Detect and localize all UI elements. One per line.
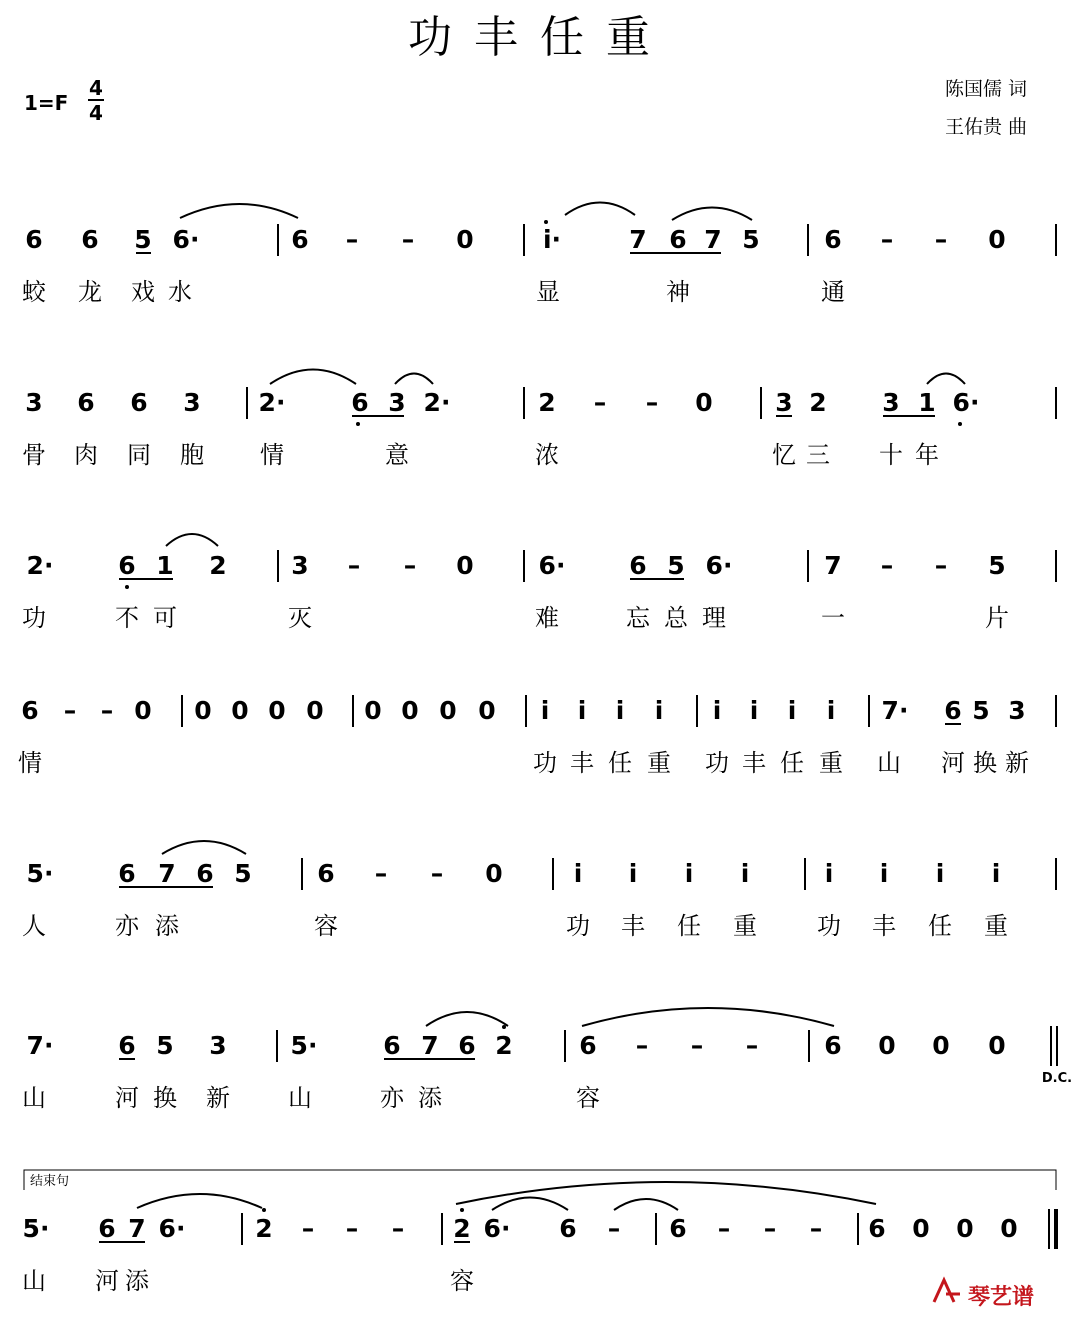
note: 6 [77, 388, 95, 417]
note: – [934, 551, 948, 580]
note: 2· [258, 388, 286, 417]
time-signature [88, 76, 104, 125]
lyric: 情 [260, 441, 284, 469]
slur [672, 208, 752, 221]
note: 5 [156, 1031, 174, 1060]
note: 0 [1000, 1214, 1018, 1243]
note: 0 [956, 1214, 974, 1243]
lyric: 丰 [570, 749, 594, 777]
note: – [593, 388, 607, 417]
note: – [345, 225, 359, 254]
note: 3 [183, 388, 201, 417]
lyric: 总 [664, 604, 688, 632]
lyric: 同 [127, 441, 151, 469]
lyric: 理 [702, 604, 726, 632]
note: 0 [231, 696, 249, 725]
logo-icon [934, 1280, 960, 1302]
lyric: 龙 [78, 278, 102, 306]
note: – [374, 859, 388, 888]
note: 5 [742, 225, 760, 254]
slur [270, 370, 356, 385]
note: 6 [458, 1031, 476, 1060]
note: 3 [209, 1031, 227, 1060]
lyric: 一 [821, 604, 845, 632]
note: 7 [824, 551, 842, 580]
note: – [430, 859, 444, 888]
note: 3 [1008, 696, 1026, 725]
note: i [540, 696, 550, 725]
octave-dot [958, 422, 962, 426]
note: 7· [881, 696, 909, 725]
note: 6 [81, 225, 99, 254]
slur [492, 1198, 568, 1211]
lyric: 功 [533, 749, 557, 777]
note: 0 [306, 696, 324, 725]
note: 6 [25, 225, 43, 254]
note: 6· [705, 551, 733, 580]
note: – [401, 225, 415, 254]
page-title: 功丰任重 [408, 12, 672, 63]
lyric: 亦 [380, 1084, 404, 1112]
lyric: 任 [780, 749, 804, 777]
octave-dot [262, 1208, 266, 1212]
note: – [63, 696, 77, 725]
note: i [935, 859, 945, 888]
note: 6 [383, 1031, 401, 1060]
note: 2 [453, 1214, 471, 1243]
slur [426, 1012, 508, 1026]
note: 0 [878, 1031, 896, 1060]
note: 3 [775, 388, 793, 417]
slur [162, 841, 246, 854]
brand-text: 琴艺谱 [968, 1285, 1035, 1310]
lyric: 三 [806, 441, 830, 469]
note: 2 [495, 1031, 513, 1060]
note: – [403, 551, 417, 580]
note: i [573, 859, 583, 888]
note: 7 [704, 225, 722, 254]
note: 6 [98, 1214, 116, 1243]
note: i [749, 696, 759, 725]
note: i [577, 696, 587, 725]
note: 0 [912, 1214, 930, 1243]
lyric: 容 [576, 1084, 600, 1112]
lyric: 添 [155, 912, 179, 940]
note: i [628, 859, 638, 888]
note: 0 [134, 696, 152, 725]
lyric: 任 [928, 912, 952, 940]
lyric: 显 [536, 278, 560, 306]
note: 7 [128, 1214, 146, 1243]
brand-logo [934, 1280, 1034, 1310]
note: 6 [118, 551, 136, 580]
note: 1 [918, 388, 936, 417]
score-row-5 [22, 841, 1056, 940]
note: – [809, 1214, 823, 1243]
note: 6 [669, 1214, 687, 1243]
lyricist-credit: 陈国儒 词 [945, 78, 1028, 100]
lyric: 片 [985, 604, 1009, 632]
lyric: 通 [821, 278, 845, 306]
note: – [934, 225, 948, 254]
octave-dot [502, 1025, 506, 1029]
note: 0 [695, 388, 713, 417]
note: 6 [130, 388, 148, 417]
note: 5· [22, 1214, 50, 1243]
note: 6 [669, 225, 687, 254]
note: i [824, 859, 834, 888]
lyric: 浓 [535, 441, 559, 469]
note: – [301, 1214, 315, 1243]
lyric: 任 [677, 912, 701, 940]
lyric: 难 [535, 604, 559, 632]
lyric: 换 [973, 749, 997, 777]
time-signature-top: 4 [89, 76, 103, 100]
key-signature: 1=F [24, 91, 69, 115]
note: 3 [291, 551, 309, 580]
lyric: 亦 [115, 912, 139, 940]
octave-dot [544, 220, 548, 224]
note: i· [542, 225, 562, 254]
octave-dot [125, 585, 129, 589]
lyric: 重 [984, 912, 1008, 940]
lyric: 忘 [626, 604, 650, 632]
note: i [787, 696, 797, 725]
note: 0 [988, 1031, 1006, 1060]
note: – [607, 1214, 621, 1243]
lyric: 山 [22, 1084, 46, 1112]
note: 6 [629, 551, 647, 580]
note: 3 [388, 388, 406, 417]
note: 2 [209, 551, 227, 580]
score-row-ending [22, 1170, 1056, 1295]
note: 6 [21, 696, 39, 725]
lyric: 功 [705, 749, 729, 777]
lyric: 山 [288, 1084, 312, 1112]
octave-dot [460, 1208, 464, 1212]
note: 3 [882, 388, 900, 417]
note: 6· [158, 1214, 186, 1243]
note: 5 [972, 696, 990, 725]
lyric: 年 [915, 441, 939, 469]
lyric: 任 [608, 749, 632, 777]
lyric: 肉 [74, 441, 98, 469]
note: i [740, 859, 750, 888]
lyric: 神 [666, 278, 690, 306]
lyric: 添 [125, 1267, 149, 1295]
note: 0 [478, 696, 496, 725]
octave-dot [356, 422, 360, 426]
score-row-2 [22, 370, 1056, 470]
note: 6 [118, 1031, 136, 1060]
note: – [347, 551, 361, 580]
ending-label: 结束句 [30, 1174, 70, 1189]
note: 6· [952, 388, 980, 417]
note: – [717, 1214, 731, 1243]
score-row-1 [22, 203, 1056, 307]
note: 6 [944, 696, 962, 725]
lyric: 灭 [288, 604, 312, 632]
note: 6 [351, 388, 369, 417]
score-row-6 [22, 1008, 1072, 1112]
lyric: 河 [115, 1084, 139, 1112]
slur [180, 204, 298, 218]
lyric: 换 [153, 1084, 177, 1112]
lyric: 忆 [772, 441, 796, 469]
note: 0 [439, 696, 457, 725]
ending-bracket [24, 1170, 1056, 1190]
note: 0 [364, 696, 382, 725]
lyric: 丰 [621, 912, 645, 940]
note: 6· [538, 551, 566, 580]
note: 0 [485, 859, 503, 888]
note: 0 [456, 225, 474, 254]
lyric: 情 [18, 749, 42, 777]
note: i [684, 859, 694, 888]
lyric: 重 [733, 912, 757, 940]
note: 6 [824, 1031, 842, 1060]
lyric: 河 [941, 749, 965, 777]
note: – [745, 1031, 759, 1060]
lyric: 十 [879, 441, 903, 469]
lyric: 水 [168, 278, 192, 306]
lyric: 人 [22, 912, 46, 940]
lyric: 胞 [180, 441, 204, 469]
lyric: 丰 [742, 749, 766, 777]
lyric: 新 [206, 1084, 230, 1112]
lyric: 功 [22, 604, 46, 632]
note: 5 [988, 551, 1006, 580]
note: – [880, 551, 894, 580]
score-row-4 [18, 695, 1056, 777]
lyric: 骨 [22, 441, 46, 469]
lyric: 容 [450, 1267, 474, 1295]
note: 6 [196, 859, 214, 888]
note: 2· [26, 551, 54, 580]
lyric: 功 [817, 912, 841, 940]
note: 2· [423, 388, 451, 417]
time-signature-bottom: 4 [89, 101, 103, 125]
lyric: 新 [1005, 749, 1029, 777]
note: 7 [421, 1031, 439, 1060]
lyric: 容 [314, 912, 338, 940]
note: i [712, 696, 722, 725]
note: 0 [988, 225, 1006, 254]
note: 6· [483, 1214, 511, 1243]
lyric: 意 [385, 441, 409, 469]
note: 5 [667, 551, 685, 580]
note: 5· [26, 859, 54, 888]
lyric: 可 [153, 604, 177, 632]
note: 6 [559, 1214, 577, 1243]
lyric: 功 [566, 912, 590, 940]
note: 0 [194, 696, 212, 725]
note: i [879, 859, 889, 888]
note: 1 [156, 551, 174, 580]
note: 6· [172, 225, 200, 254]
slur [456, 1182, 876, 1204]
lyric: 不 [115, 604, 139, 632]
note: 2 [538, 388, 556, 417]
note: 0 [456, 551, 474, 580]
note: – [100, 696, 114, 725]
lyric: 重 [647, 749, 671, 777]
note: 6 [868, 1214, 886, 1243]
note: 6 [118, 859, 136, 888]
note: 0 [268, 696, 286, 725]
slur [614, 1199, 678, 1210]
lyric: 添 [418, 1084, 442, 1112]
lyric: 山 [22, 1267, 46, 1295]
note: 7 [158, 859, 176, 888]
note: – [690, 1031, 704, 1060]
lyric: 河 [95, 1267, 119, 1295]
note: 6 [579, 1031, 597, 1060]
note: – [635, 1031, 649, 1060]
note: 7· [26, 1031, 54, 1060]
lyric: 重 [819, 749, 843, 777]
note: 5 [234, 859, 252, 888]
note: – [645, 388, 659, 417]
note: 5· [290, 1031, 318, 1060]
composer-credit: 王佑贵 曲 [945, 116, 1028, 138]
note: 6 [291, 225, 309, 254]
note: i [826, 696, 836, 725]
note: – [345, 1214, 359, 1243]
lyric: 山 [877, 749, 901, 777]
note: 2 [255, 1214, 273, 1243]
note: – [391, 1214, 405, 1243]
note: – [880, 225, 894, 254]
note: – [763, 1214, 777, 1243]
note: 7 [629, 225, 647, 254]
slur [927, 374, 965, 385]
slur [137, 1194, 262, 1208]
note: 5 [134, 225, 152, 254]
note: i [615, 696, 625, 725]
note: 0 [401, 696, 419, 725]
note: 3 [25, 388, 43, 417]
slur [565, 203, 635, 216]
score-row-3 [22, 534, 1056, 632]
note: i [991, 859, 1001, 888]
slur [582, 1008, 834, 1026]
note: 0 [932, 1031, 950, 1060]
dc-mark: D.C. [1041, 1071, 1073, 1086]
note: 6 [317, 859, 335, 888]
slur [395, 374, 433, 385]
note: i [654, 696, 664, 725]
note: 6 [824, 225, 842, 254]
lyric: 蛟 [22, 278, 46, 306]
slur [166, 534, 218, 546]
lyric: 丰 [872, 912, 896, 940]
lyric: 戏 [131, 278, 155, 306]
note: 2 [809, 388, 827, 417]
